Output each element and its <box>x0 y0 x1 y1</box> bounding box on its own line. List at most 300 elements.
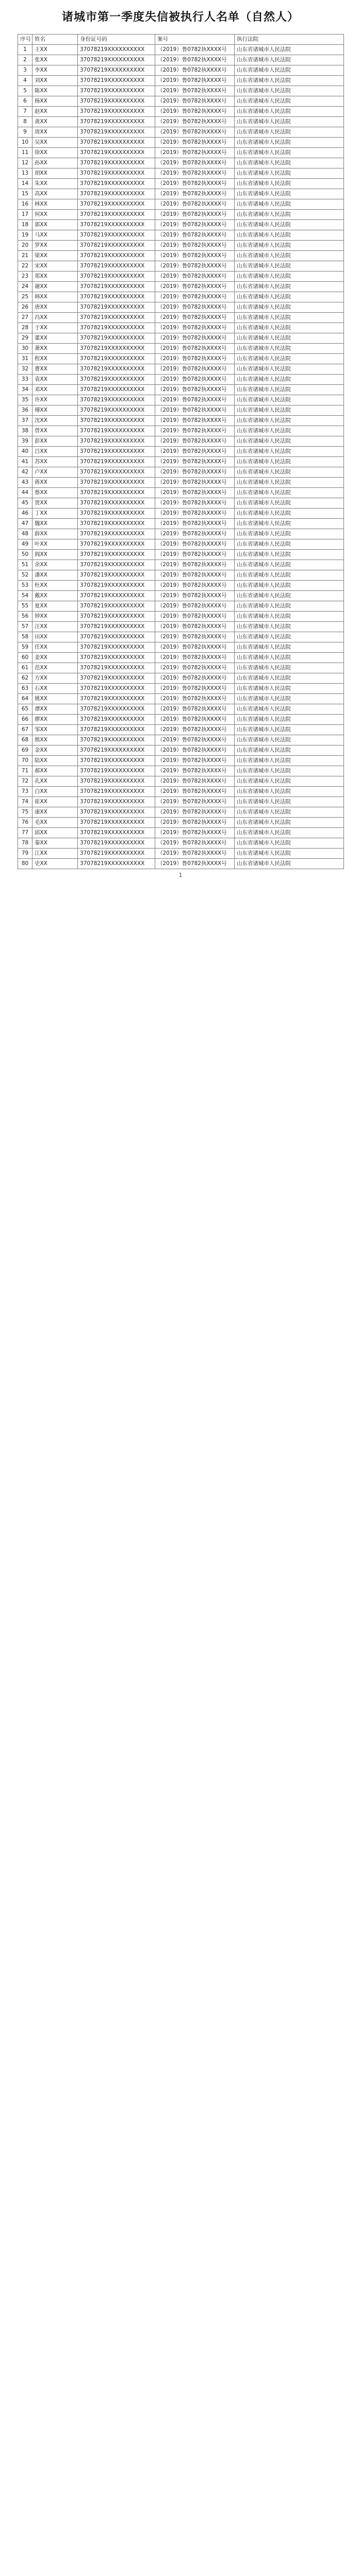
cell-name: 许XX <box>32 395 78 405</box>
cell-court: 山东省诸城市人民法院 <box>235 673 344 684</box>
cell-no: 59 <box>18 642 32 653</box>
cell-id-number: 37078219XXXXXXXXXX <box>78 158 155 168</box>
cell-case-number: （2019）鲁0782执XXXX号 <box>155 354 235 364</box>
cell-court: 山东省诸城市人民法院 <box>235 498 344 509</box>
table-row <box>18 251 344 261</box>
cell-court: 山东省诸城市人民法院 <box>235 364 344 375</box>
cell-case-number: （2019）鲁0782执XXXX号 <box>155 210 235 220</box>
cell-case-number: （2019）鲁0782执XXXX号 <box>155 684 235 694</box>
table-row <box>18 117 344 127</box>
cell-case-number: （2019）鲁0782执XXXX号 <box>155 745 235 756</box>
cell-court: 山东省诸城市人民法院 <box>235 632 344 642</box>
cell-case-number: （2019）鲁0782执XXXX号 <box>155 426 235 436</box>
cell-case-number: （2019）鲁0782执XXXX号 <box>155 86 235 96</box>
cell-name: 黄XX <box>32 117 78 127</box>
cell-id-number: 37078219XXXXXXXXXX <box>78 313 155 323</box>
cell-court: 山东省诸城市人民法院 <box>235 478 344 488</box>
table-row <box>18 86 344 96</box>
cell-court: 山东省诸城市人民法院 <box>235 642 344 653</box>
cell-no: 36 <box>18 405 32 416</box>
cell-court: 山东省诸城市人民法院 <box>235 189 344 199</box>
cell-no: 42 <box>18 467 32 478</box>
cell-id-number: 37078219XXXXXXXXXX <box>78 653 155 663</box>
table-row <box>18 478 344 488</box>
cell-case-number: （2019）鲁0782执XXXX号 <box>155 488 235 498</box>
cell-court: 山东省诸城市人民法院 <box>235 344 344 354</box>
cell-case-number: （2019）鲁0782执XXXX号 <box>155 199 235 210</box>
cell-case-number: （2019）鲁0782执XXXX号 <box>155 694 235 704</box>
cell-court: 山东省诸城市人民法院 <box>235 302 344 313</box>
table-row <box>18 385 344 395</box>
cell-name: 萧XX <box>32 344 78 354</box>
cell-name: 金XX <box>32 745 78 756</box>
cell-case-number: （2019）鲁0782执XXXX号 <box>155 148 235 158</box>
cell-name: 王XX <box>32 45 78 55</box>
table-row <box>18 313 344 323</box>
cell-court: 山东省诸城市人民法院 <box>235 426 344 436</box>
cell-id-number: 37078219XXXXXXXXXX <box>78 416 155 426</box>
cell-case-number: （2019）鲁0782执XXXX号 <box>155 560 235 570</box>
cell-case-number: （2019）鲁0782执XXXX号 <box>155 818 235 828</box>
table-row <box>18 241 344 251</box>
cell-name: 谢XX <box>32 282 78 292</box>
cell-name: 廖XX <box>32 715 78 725</box>
cell-case-number: （2019）鲁0782执XXXX号 <box>155 529 235 539</box>
cell-court: 山东省诸城市人民法院 <box>235 612 344 622</box>
table-row <box>18 570 344 581</box>
cell-name: 史XX <box>32 859 78 869</box>
cell-id-number: 37078219XXXXXXXXXX <box>78 735 155 745</box>
cell-id-number: 37078219XXXXXXXXXX <box>78 395 155 405</box>
table-row <box>18 333 344 344</box>
cell-no: 66 <box>18 715 32 725</box>
cell-name: 魏XX <box>32 519 78 529</box>
cell-case-number: （2019）鲁0782执XXXX号 <box>155 395 235 405</box>
cell-id-number: 37078219XXXXXXXXXX <box>78 426 155 436</box>
cell-court: 山东省诸城市人民法院 <box>235 581 344 591</box>
cell-no: 15 <box>18 189 32 199</box>
table-row <box>18 261 344 272</box>
cell-no: 47 <box>18 519 32 529</box>
cell-id-number: 37078219XXXXXXXXXX <box>78 344 155 354</box>
cell-no: 6 <box>18 96 32 107</box>
cell-court: 山东省诸城市人民法院 <box>235 766 344 776</box>
table-row <box>18 302 344 313</box>
table-row <box>18 230 344 241</box>
table-row <box>18 859 344 869</box>
cell-case-number: （2019）鲁0782执XXXX号 <box>155 673 235 684</box>
cell-no: 62 <box>18 673 32 684</box>
cell-court: 山东省诸城市人民法院 <box>235 550 344 560</box>
cell-case-number: （2019）鲁0782执XXXX号 <box>155 519 235 529</box>
cell-name: 蒋XX <box>32 478 78 488</box>
cell-no: 28 <box>18 323 32 333</box>
table-row <box>18 694 344 704</box>
table-row <box>18 560 344 570</box>
cell-case-number: （2019）鲁0782执XXXX号 <box>155 807 235 818</box>
cell-court: 山东省诸城市人民法院 <box>235 838 344 849</box>
cell-id-number: 37078219XXXXXXXXXX <box>78 138 155 148</box>
cell-case-number: （2019）鲁0782执XXXX号 <box>155 375 235 385</box>
cell-no: 30 <box>18 344 32 354</box>
cell-no: 78 <box>18 838 32 849</box>
cell-name: 马XX <box>32 230 78 241</box>
cell-no: 56 <box>18 612 32 622</box>
cell-no: 44 <box>18 488 32 498</box>
cell-court: 山东省诸城市人民法院 <box>235 96 344 107</box>
cell-name: 白XX <box>32 787 78 797</box>
cell-id-number: 37078219XXXXXXXXXX <box>78 828 155 838</box>
cell-court: 山东省诸城市人民法院 <box>235 622 344 632</box>
cell-id-number: 37078219XXXXXXXXXX <box>78 302 155 313</box>
cell-case-number: （2019）鲁0782执XXXX号 <box>155 292 235 302</box>
cell-no: 43 <box>18 478 32 488</box>
cell-case-number: （2019）鲁0782执XXXX号 <box>155 581 235 591</box>
cell-court: 山东省诸城市人民法院 <box>235 65 344 76</box>
cell-no: 24 <box>18 282 32 292</box>
cell-case-number: （2019）鲁0782执XXXX号 <box>155 859 235 869</box>
cell-name: 秦XX <box>32 838 78 849</box>
cell-name: 李XX <box>32 65 78 76</box>
cell-name: 崔XX <box>32 797 78 807</box>
cell-no: 32 <box>18 364 32 375</box>
cell-case-number: （2019）鲁0782执XXXX号 <box>155 333 235 344</box>
cell-court: 山东省诸城市人民法院 <box>235 467 344 478</box>
cell-court: 山东省诸城市人民法院 <box>235 220 344 230</box>
cell-name: 林XX <box>32 199 78 210</box>
cell-id-number: 37078219XXXXXXXXXX <box>78 838 155 849</box>
cell-id-number: 37078219XXXXXXXXXX <box>78 405 155 416</box>
column-header-name: 姓名 <box>32 35 78 45</box>
cell-id-number: 37078219XXXXXXXXXX <box>78 117 155 127</box>
cell-court: 山东省诸城市人民法院 <box>235 416 344 426</box>
cell-case-number: （2019）鲁0782执XXXX号 <box>155 828 235 838</box>
cell-court: 山东省诸城市人民法院 <box>235 828 344 838</box>
cell-case-number: （2019）鲁0782执XXXX号 <box>155 127 235 138</box>
cell-case-number: （2019）鲁0782执XXXX号 <box>155 323 235 333</box>
cell-id-number: 37078219XXXXXXXXXX <box>78 333 155 344</box>
cell-no: 33 <box>18 375 32 385</box>
table-row <box>18 292 344 302</box>
cell-name: 赵XX <box>32 107 78 117</box>
cell-id-number: 37078219XXXXXXXXXX <box>78 96 155 107</box>
column-header-no: 序号 <box>18 35 32 45</box>
cell-case-number: （2019）鲁0782执XXXX号 <box>155 787 235 797</box>
cell-no: 34 <box>18 385 32 395</box>
cell-no: 77 <box>18 828 32 838</box>
cell-no: 54 <box>18 591 32 601</box>
cell-no: 70 <box>18 756 32 766</box>
table-row <box>18 168 344 179</box>
cell-court: 山东省诸城市人民法院 <box>235 653 344 663</box>
cell-id-number: 37078219XXXXXXXXXX <box>78 519 155 529</box>
cell-name: 曹XX <box>32 364 78 375</box>
cell-case-number: （2019）鲁0782执XXXX号 <box>155 715 235 725</box>
cell-name: 姚XX <box>32 694 78 704</box>
cell-name: 杜XX <box>32 581 78 591</box>
cell-court: 山东省诸城市人民法院 <box>235 591 344 601</box>
cell-id-number: 37078219XXXXXXXXXX <box>78 385 155 395</box>
cell-court: 山东省诸城市人民法院 <box>235 488 344 498</box>
cell-no: 74 <box>18 797 32 807</box>
cell-id-number: 37078219XXXXXXXXXX <box>78 498 155 509</box>
cell-id-number: 37078219XXXXXXXXXX <box>78 375 155 385</box>
table-row <box>18 653 344 663</box>
table-body <box>18 45 344 869</box>
cell-name: 陈XX <box>32 86 78 96</box>
table-row <box>18 776 344 787</box>
cell-name: 潘XX <box>32 570 78 581</box>
table-row <box>18 65 344 76</box>
table-row <box>18 849 344 859</box>
cell-name: 郭XX <box>32 220 78 230</box>
cell-case-number: （2019）鲁0782执XXXX号 <box>155 45 235 55</box>
table-row <box>18 76 344 86</box>
cell-name: 范XX <box>32 663 78 673</box>
cell-case-number: （2019）鲁0782执XXXX号 <box>155 849 235 859</box>
cell-case-number: （2019）鲁0782执XXXX号 <box>155 498 235 509</box>
cell-no: 48 <box>18 529 32 539</box>
cell-no: 52 <box>18 570 32 581</box>
cell-name: 卢XX <box>32 467 78 478</box>
cell-court: 山东省诸城市人民法院 <box>235 395 344 405</box>
cell-court: 山东省诸城市人民法院 <box>235 601 344 612</box>
cell-court: 山东省诸城市人民法院 <box>235 272 344 282</box>
cell-name: 邹XX <box>32 725 78 735</box>
cell-case-number: （2019）鲁0782执XXXX号 <box>155 261 235 272</box>
cell-name: 孔XX <box>32 776 78 787</box>
cell-id-number: 37078219XXXXXXXXXX <box>78 241 155 251</box>
cell-name: 袁XX <box>32 375 78 385</box>
cell-no: 2 <box>18 55 32 65</box>
cell-no: 69 <box>18 745 32 756</box>
cell-id-number: 37078219XXXXXXXXXX <box>78 189 155 199</box>
cell-no: 7 <box>18 107 32 117</box>
cell-no: 27 <box>18 313 32 323</box>
cell-court: 山东省诸城市人民法院 <box>235 519 344 529</box>
cell-no: 73 <box>18 787 32 797</box>
cell-case-number: （2019）鲁0782执XXXX号 <box>155 447 235 457</box>
cell-name: 钟XX <box>32 612 78 622</box>
table-row <box>18 344 344 354</box>
cell-name: 陆XX <box>32 756 78 766</box>
table-row <box>18 55 344 65</box>
table-row <box>18 828 344 838</box>
cell-case-number: （2019）鲁0782执XXXX号 <box>155 138 235 148</box>
table-row <box>18 395 344 405</box>
table-row <box>18 509 344 519</box>
cell-court: 山东省诸城市人民法院 <box>235 539 344 550</box>
cell-name: 石XX <box>32 684 78 694</box>
cell-id-number: 37078219XXXXXXXXXX <box>78 715 155 725</box>
table-row <box>18 179 344 189</box>
cell-id-number: 37078219XXXXXXXXXX <box>78 261 155 272</box>
table-row <box>18 591 344 601</box>
table-row <box>18 282 344 292</box>
table-row <box>18 601 344 612</box>
cell-id-number: 37078219XXXXXXXXXX <box>78 776 155 787</box>
cell-court: 山东省诸城市人民法院 <box>235 86 344 96</box>
cell-no: 17 <box>18 210 32 220</box>
table-row <box>18 210 344 220</box>
cell-case-number: （2019）鲁0782执XXXX号 <box>155 756 235 766</box>
cell-name: 阎XX <box>32 550 78 560</box>
cell-court: 山东省诸城市人民法院 <box>235 117 344 127</box>
cell-name: 毛XX <box>32 818 78 828</box>
cell-no: 72 <box>18 776 32 787</box>
cell-name: 宋XX <box>32 261 78 272</box>
cell-id-number: 37078219XXXXXXXXXX <box>78 601 155 612</box>
cell-name: 徐XX <box>32 148 78 158</box>
table-row <box>18 663 344 673</box>
cell-name: 唐XX <box>32 302 78 313</box>
cell-name: 江XX <box>32 849 78 859</box>
cell-no: 55 <box>18 601 32 612</box>
table-row <box>18 375 344 385</box>
cell-id-number: 37078219XXXXXXXXXX <box>78 364 155 375</box>
cell-case-number: （2019）鲁0782执XXXX号 <box>155 96 235 107</box>
cell-court: 山东省诸城市人民法院 <box>235 807 344 818</box>
cell-no: 37 <box>18 416 32 426</box>
cell-name: 彭XX <box>32 436 78 447</box>
cell-id-number: 37078219XXXXXXXXXX <box>78 179 155 189</box>
cell-no: 45 <box>18 498 32 509</box>
cell-id-number: 37078219XXXXXXXXXX <box>78 86 155 96</box>
table-row <box>18 642 344 653</box>
cell-court: 山东省诸城市人民法院 <box>235 107 344 117</box>
cell-name: 熊XX <box>32 735 78 745</box>
cell-no: 41 <box>18 457 32 467</box>
cell-case-number: （2019）鲁0782执XXXX号 <box>155 55 235 65</box>
column-header-case: 案号 <box>155 35 235 45</box>
cell-id-number: 37078219XXXXXXXXXX <box>78 323 155 333</box>
cell-id-number: 37078219XXXXXXXXXX <box>78 612 155 622</box>
cell-name: 戴XX <box>32 591 78 601</box>
cell-id-number: 37078219XXXXXXXXXX <box>78 673 155 684</box>
cell-name: 田XX <box>32 632 78 642</box>
cell-id-number: 37078219XXXXXXXXXX <box>78 251 155 261</box>
table-row <box>18 364 344 375</box>
cell-id-number: 37078219XXXXXXXXXX <box>78 230 155 241</box>
cell-name: 程XX <box>32 354 78 364</box>
table-row <box>18 426 344 436</box>
cell-name: 薛XX <box>32 529 78 539</box>
cell-no: 13 <box>18 168 32 179</box>
table-row <box>18 457 344 467</box>
cell-court: 山东省诸城市人民法院 <box>235 261 344 272</box>
cell-case-number: （2019）鲁0782执XXXX号 <box>155 220 235 230</box>
cell-name: 冯XX <box>32 313 78 323</box>
cell-name: 曾XX <box>32 426 78 436</box>
cell-court: 山东省诸城市人民法院 <box>235 447 344 457</box>
cell-name: 梁XX <box>32 251 78 261</box>
cell-no: 20 <box>18 241 32 251</box>
cell-court: 山东省诸城市人民法院 <box>235 55 344 65</box>
cell-case-number: （2019）鲁0782执XXXX号 <box>155 704 235 715</box>
table-row <box>18 436 344 447</box>
cell-no: 60 <box>18 653 32 663</box>
cell-no: 4 <box>18 76 32 86</box>
table-row <box>18 622 344 632</box>
cell-case-number: （2019）鲁0782执XXXX号 <box>155 457 235 467</box>
table-row <box>18 148 344 158</box>
cell-case-number: （2019）鲁0782执XXXX号 <box>155 117 235 127</box>
cell-id-number: 37078219XXXXXXXXXX <box>78 354 155 364</box>
table-row <box>18 745 344 756</box>
cell-name: 杨XX <box>32 96 78 107</box>
cell-court: 山东省诸城市人民法院 <box>235 138 344 148</box>
cell-no: 10 <box>18 138 32 148</box>
cell-case-number: （2019）鲁0782执XXXX号 <box>155 230 235 241</box>
cell-id-number: 37078219XXXXXXXXXX <box>78 684 155 694</box>
cell-case-number: （2019）鲁0782执XXXX号 <box>155 550 235 560</box>
cell-name: 吕XX <box>32 447 78 457</box>
cell-court: 山东省诸城市人民法院 <box>235 663 344 673</box>
cell-court: 山东省诸城市人民法院 <box>235 745 344 756</box>
table-row <box>18 488 344 498</box>
cell-id-number: 37078219XXXXXXXXXX <box>78 807 155 818</box>
cell-court: 山东省诸城市人民法院 <box>235 323 344 333</box>
document-title: 诸城市第一季度失信被执行人名单（自然人） <box>61 10 299 24</box>
cell-case-number: （2019）鲁0782执XXXX号 <box>155 766 235 776</box>
cell-case-number: （2019）鲁0782执XXXX号 <box>155 467 235 478</box>
cell-court: 山东省诸城市人民法院 <box>235 179 344 189</box>
cell-name: 韩XX <box>32 292 78 302</box>
cell-name: 夏XX <box>32 601 78 612</box>
cell-no: 25 <box>18 292 32 302</box>
column-header-court: 执行法院 <box>235 35 344 45</box>
cell-id-number: 37078219XXXXXXXXXX <box>78 55 155 65</box>
cell-court: 山东省诸城市人民法院 <box>235 375 344 385</box>
cell-no: 76 <box>18 818 32 828</box>
cell-id-number: 37078219XXXXXXXXXX <box>78 282 155 292</box>
cell-name: 胡XX <box>32 168 78 179</box>
cell-no: 23 <box>18 272 32 282</box>
cell-court: 山东省诸城市人民法院 <box>235 405 344 416</box>
cell-no: 19 <box>18 230 32 241</box>
cell-id-number: 37078219XXXXXXXXXX <box>78 148 155 158</box>
cell-name: 于XX <box>32 323 78 333</box>
cell-court: 山东省诸城市人民法院 <box>235 76 344 86</box>
table-row <box>18 127 344 138</box>
table-row <box>18 158 344 168</box>
cell-court: 山东省诸城市人民法院 <box>235 509 344 519</box>
cell-no: 68 <box>18 735 32 745</box>
cell-no: 16 <box>18 199 32 210</box>
cell-no: 26 <box>18 302 32 313</box>
cell-id-number: 37078219XXXXXXXXXX <box>78 818 155 828</box>
cell-no: 35 <box>18 395 32 405</box>
cell-court: 山东省诸城市人民法院 <box>235 818 344 828</box>
cell-no: 53 <box>18 581 32 591</box>
cell-id-number: 37078219XXXXXXXXXX <box>78 622 155 632</box>
table-row <box>18 715 344 725</box>
cell-id-number: 37078219XXXXXXXXXX <box>78 539 155 550</box>
table-row <box>18 447 344 457</box>
cell-case-number: （2019）鲁0782执XXXX号 <box>155 179 235 189</box>
cell-no: 21 <box>18 251 32 261</box>
cell-case-number: （2019）鲁0782执XXXX号 <box>155 776 235 787</box>
cell-id-number: 37078219XXXXXXXXXX <box>78 127 155 138</box>
cell-id-number: 37078219XXXXXXXXXX <box>78 560 155 570</box>
cell-court: 山东省诸城市人民法院 <box>235 199 344 210</box>
cell-name: 苏XX <box>32 457 78 467</box>
cell-id-number: 37078219XXXXXXXXXX <box>78 632 155 642</box>
cell-no: 71 <box>18 766 32 776</box>
cell-no: 38 <box>18 426 32 436</box>
cell-court: 山东省诸城市人民法院 <box>235 725 344 735</box>
table-row <box>18 107 344 117</box>
